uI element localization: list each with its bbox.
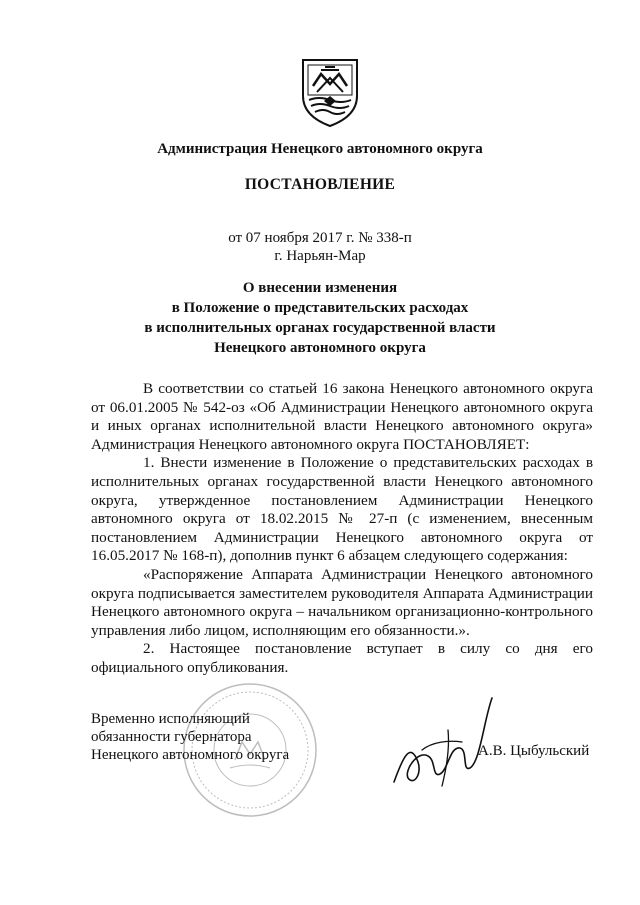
position-line: Ненецкого автономного округа bbox=[91, 747, 290, 763]
coat-of-arms-icon bbox=[299, 56, 361, 128]
signatory-name: А.В. Цыбульский bbox=[478, 743, 590, 759]
document-body bbox=[91, 380, 593, 678]
organization-name: Администрация Ненецкого автономного округа bbox=[157, 141, 483, 157]
title-line: Ненецкого автономного округа bbox=[214, 340, 426, 356]
signatory-position bbox=[91, 710, 289, 764]
body-paragraph: 2. Настоящее постановление вступает в силу со дня его официального опубликования. bbox=[91, 640, 593, 676]
body-paragraph: 1. Внести изменение в Положение о представительских расходах в исполнительных органах государственной власти Ненецкого автономного округа, утвержденное постановлением Администрации Ненецкого автономного округа от 18.02.2015 № 27-п (с изменением, внесенным постановлением Администрации Ненецкого автономного округа от 16.05.2017 № 168-п), дополнив пункт 6 абзацем следующего содержания: bbox=[91, 454, 593, 565]
city-line: г. Нарьян-Мар bbox=[274, 248, 366, 264]
document-type: ПОСТАНОВЛЕНИЕ bbox=[244, 176, 396, 193]
body-paragraph: В соответствии со статьей 16 закона Ненецкого автономного округа от 06.01.2005 № 542-оз «Об Администрации Ненецкого автономного округа и иных органах исполнительной власти Ненецкого автономного округа» Администрация Ненецкого автономного округа ПОСТАНОВЛЯЕТ: bbox=[91, 380, 593, 453]
document-title bbox=[60, 278, 580, 358]
position-line: обязанности губернатора bbox=[91, 729, 252, 745]
title-line: в исполнительных органах государственной власти bbox=[144, 320, 496, 336]
title-line: в Положение о представительских расходах bbox=[171, 300, 469, 316]
body-paragraph: «Распоряжение Аппарата Администрации Ненецкого автономного округа подписывается заместителем руководителя Аппарата Администрации Ненецкого автономного округа – начальником организационно-контрольного управления либо лицом, исполняющим его обязанности.». bbox=[91, 565, 593, 639]
title-line: О внесении изменения bbox=[242, 280, 398, 296]
position-line: Временно исполняющий bbox=[91, 711, 250, 727]
date-number-line: от 07 ноября 2017 г. № 338-п bbox=[228, 230, 412, 246]
